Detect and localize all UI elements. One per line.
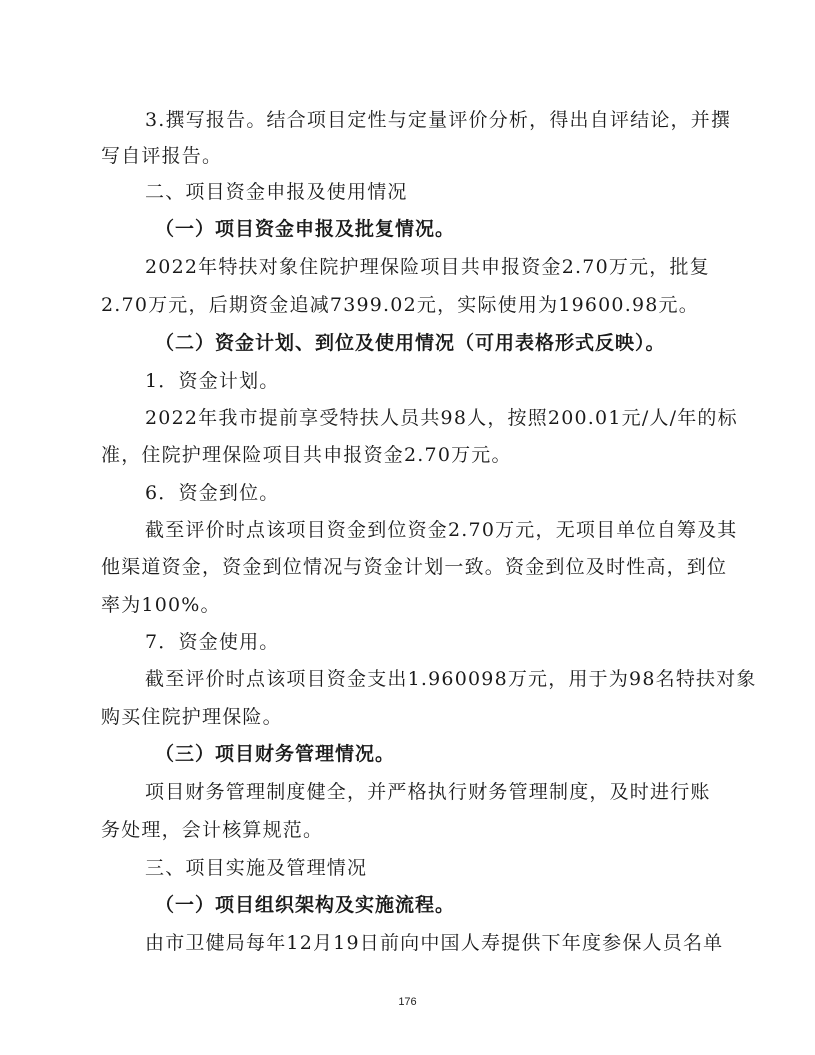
subsection-heading: （二）资金计划、到位及使用情况（可用表格形式反映）。 [155,332,666,354]
paragraph-line: 准，住院护理保险项目共申报资金2.70万元。 [101,444,512,466]
paragraph-line: 2.70万元，后期资金追减7399.02元，实际使用为19600.98元。 [101,294,699,316]
item-heading: 7．资金使用。 [145,631,280,653]
item-heading: 6．资金到位。 [145,482,280,504]
paragraph-line: 2022年特扶对象住院护理保险项目共申报资金2.70万元，批复 [145,256,710,278]
subsection-heading: （三）项目财务管理情况。 [155,743,396,765]
subsection-heading: （一）项目资金申报及批复情况。 [155,218,456,240]
paragraph-line: 务处理，会计核算规范。 [101,819,324,841]
paragraph-line: 3.撰写报告。结合项目定性与定量评价分析，得出自评结论，并撰 [145,109,732,131]
paragraph-line: 截至评价时点该项目资金支出1.960098万元，用于为98名特扶对象 [145,668,757,690]
paragraph-line: 写自评报告。 [101,145,223,167]
paragraph-line: 2022年我市提前享受特扶人员共98人，按照200.01元/人/年的标 [145,407,738,429]
item-heading: 1．资金计划。 [145,370,280,392]
paragraph-line: 他渠道资金，资金到位情况与资金计划一致。资金到位及时性高，到位 [101,556,728,578]
paragraph-line: 项目财务管理制度健全，并严格执行财务管理制度，及时进行账 [145,781,711,803]
paragraph-line: 由市卫健局每年12月19日前向中国人寿提供下年度参保人员名单 [145,932,724,954]
paragraph-line: 率为100%。 [101,594,221,616]
section-heading: 二、项目资金申报及使用情况 [145,181,408,203]
page-number: 176 [398,996,417,1008]
subsection-heading: （一）项目组织架构及实施流程。 [155,894,456,916]
paragraph-line: 截至评价时点该项目资金到位资金2.70万元，无项目单位自筹及其 [145,519,738,541]
section-heading: 三、项目实施及管理情况 [145,857,368,879]
paragraph-line: 购买住院护理保险。 [101,706,283,728]
